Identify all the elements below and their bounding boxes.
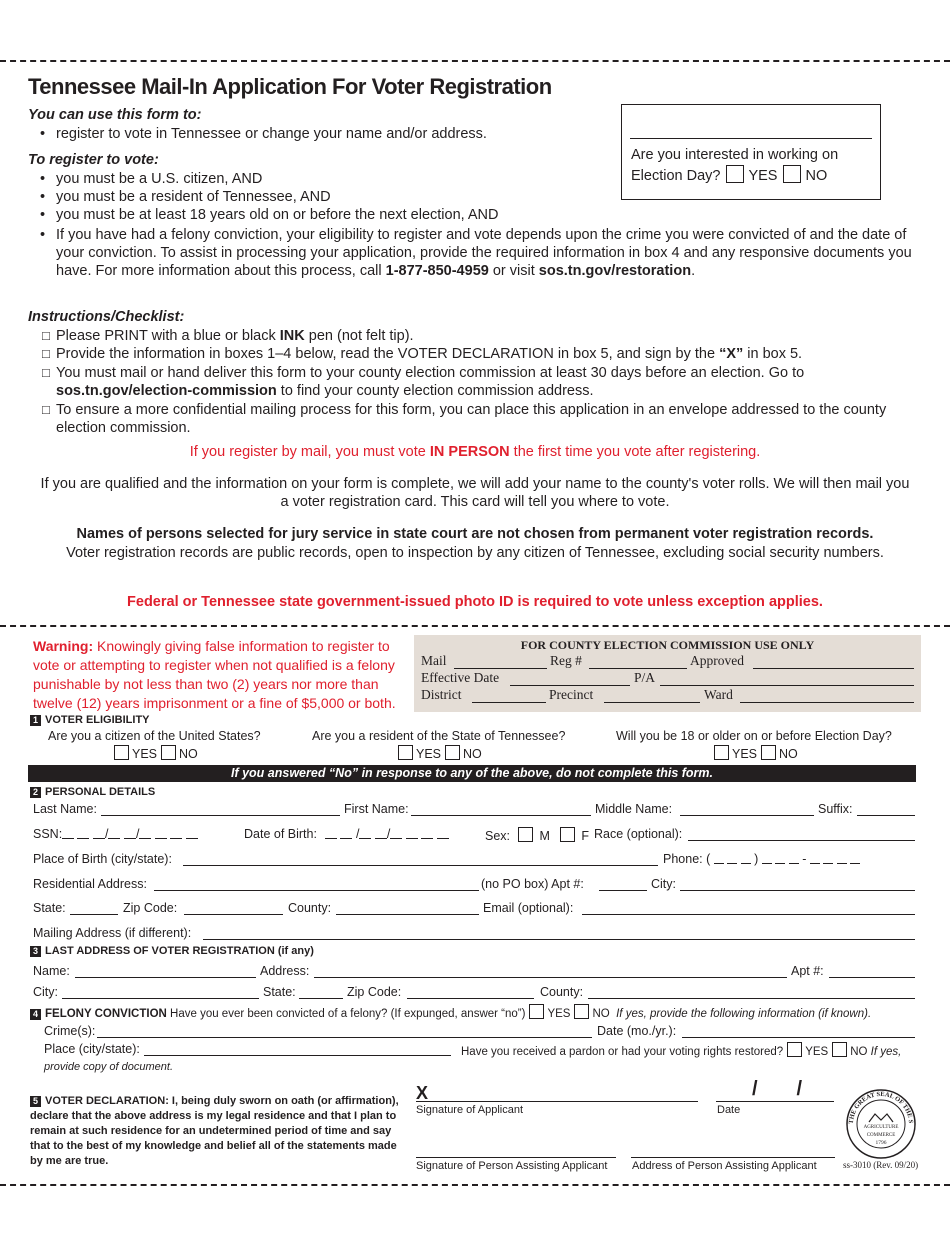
phone-label: Phone: bbox=[663, 852, 703, 866]
approved-field[interactable] bbox=[753, 668, 914, 669]
s3-state-field[interactable] bbox=[299, 998, 343, 999]
age-yes-checkbox[interactable] bbox=[714, 745, 729, 760]
middle-name-field[interactable] bbox=[680, 815, 814, 816]
resident-yes-checkbox[interactable] bbox=[398, 745, 413, 760]
section-3-heading: 3 LAST ADDRESS OF VOTER REGISTRATION (if any) bbox=[30, 945, 314, 957]
pardon-no-checkbox[interactable] bbox=[832, 1042, 847, 1057]
election-day-label: Election Day? bbox=[631, 168, 721, 184]
race-field[interactable] bbox=[688, 840, 915, 841]
sex-field-group: Sex: M F bbox=[485, 829, 590, 843]
section-5-number: 5 bbox=[30, 1096, 41, 1107]
section-4-number: 4 bbox=[30, 1009, 41, 1020]
s3-apt-label: Apt #: bbox=[791, 964, 824, 978]
felony-place-label: Place (city/state): bbox=[44, 1042, 140, 1056]
sex-label: Sex: bbox=[485, 829, 511, 843]
state-field[interactable] bbox=[70, 914, 118, 915]
use-form-heading: You can use this form to: bbox=[28, 107, 202, 123]
precinct-label: Precinct bbox=[549, 687, 594, 702]
approved-label: Approved bbox=[690, 653, 744, 668]
resident-question: Are you a resident of the State of Tennessee? bbox=[312, 729, 566, 743]
assisting-signature-label: Signature of Person Assisting Applicant bbox=[416, 1160, 608, 1172]
s3-zip-field[interactable] bbox=[407, 998, 534, 999]
provide-copy-note: provide copy of document. bbox=[44, 1061, 174, 1073]
s3-address-field[interactable] bbox=[314, 977, 787, 978]
suffix-label: Suffix: bbox=[818, 802, 853, 816]
s3-county-field[interactable] bbox=[588, 998, 915, 999]
crimes-label: Crime(s): bbox=[44, 1024, 96, 1038]
age-no-checkbox[interactable] bbox=[761, 745, 776, 760]
last-name-label: Last Name: bbox=[33, 802, 97, 816]
to-register-item-3: • you must be at least 18 years old on or before the next election, AND bbox=[40, 207, 499, 223]
pardon-yes-checkbox[interactable] bbox=[787, 1042, 802, 1057]
voter-declaration: 5 VOTER DECLARATION: I, being duly sworn on oath (or affirmation), declare that the above address is my legal residence and that I plan to remain at such residence for an undetermined period of time and say that to the best of my knowledge and belief all of the statements made by me are true. bbox=[30, 1095, 399, 1167]
date-slashes: / / bbox=[752, 1078, 803, 1100]
ssn-label: SSN: bbox=[33, 827, 63, 841]
zip-label: Zip Code: bbox=[123, 901, 178, 915]
warning-text: Warning: Knowingly giving false information to register to vote or attempting to register when not qualified is a felony punishable by not less than two (2) years nor more than twelve (12) years imprisonment or a fine of $5,000 or both. bbox=[33, 638, 396, 711]
date-label: Date bbox=[717, 1104, 741, 1116]
felony-date-label: Date (mo./yr.): bbox=[597, 1024, 677, 1038]
sex-m-checkbox[interactable] bbox=[518, 827, 533, 842]
instructions-heading: Instructions/Checklist: bbox=[28, 309, 185, 325]
svg-text:1796: 1796 bbox=[875, 1140, 887, 1146]
section-2-number: 2 bbox=[30, 787, 41, 798]
sex-f-checkbox[interactable] bbox=[560, 827, 575, 842]
felony-yes-checkbox[interactable] bbox=[529, 1004, 544, 1019]
svg-text:COMMERCE: COMMERCE bbox=[866, 1133, 896, 1138]
race-label: Race (optional): bbox=[594, 827, 683, 841]
in-person-notice: If you register by mail, you must vote IN PERSON the first time you vote after registering. bbox=[189, 444, 761, 460]
phone-group: Phone: ( ) - bbox=[663, 852, 860, 866]
applicant-date-field[interactable] bbox=[716, 1101, 834, 1102]
pardon-question: Have you received a pardon or had your voting rights restored? YES NO If yes, bbox=[461, 1042, 901, 1058]
zip-field[interactable] bbox=[184, 914, 283, 915]
section-2-heading: 2 PERSONAL DETAILS bbox=[30, 786, 155, 798]
election-commission-url[interactable]: sos.tn.gov/election-commission bbox=[56, 383, 277, 399]
ssn-field[interactable]: / / bbox=[62, 827, 198, 841]
s3-name-field[interactable] bbox=[75, 977, 256, 978]
svg-text:THE GREAT SEAL OF THE STATE OF: THE GREAT SEAL OF THE S bbox=[847, 1090, 915, 1125]
jury-text: Names of persons selected for jury service in state court are not chosen from permanent voter registration records. bbox=[76, 526, 874, 542]
assisting-address-field[interactable] bbox=[631, 1157, 835, 1158]
suffix-field[interactable] bbox=[857, 815, 915, 816]
apt-field[interactable] bbox=[599, 890, 647, 891]
dob-label: Date of Birth: bbox=[244, 827, 317, 841]
section-4-heading: 4 FELONY CONVICTION Have you ever been convicted of a felony? (If expunged, answer “no”) YES NO If yes, provide the following information (if known). bbox=[30, 1004, 871, 1020]
s3-city-field[interactable] bbox=[62, 998, 259, 999]
ward-label: Ward bbox=[704, 687, 733, 702]
restoration-phone: 1-877-850-4959 bbox=[385, 263, 489, 279]
s3-city-label: City: bbox=[33, 985, 58, 999]
assisting-address-label: Address of Person Assisting Applicant bbox=[632, 1160, 817, 1172]
s3-address-label: Address: bbox=[260, 964, 310, 978]
s3-state-label: State: bbox=[263, 985, 296, 999]
apt-label: (no PO box) Apt #: bbox=[481, 877, 584, 891]
state-seal-icon bbox=[845, 1088, 917, 1160]
age-answer: YES NO bbox=[710, 745, 798, 761]
precinct-field[interactable] bbox=[604, 702, 700, 703]
mailing-field[interactable] bbox=[203, 939, 915, 940]
email-label: Email (optional): bbox=[483, 901, 574, 915]
restoration-url[interactable]: sos.tn.gov/restoration bbox=[538, 263, 692, 279]
felony-no-checkbox[interactable] bbox=[574, 1004, 589, 1019]
felony-date-field[interactable] bbox=[682, 1037, 915, 1038]
first-name-field[interactable] bbox=[411, 815, 591, 816]
section-3-number: 3 bbox=[30, 946, 41, 957]
dob-field[interactable]: / / bbox=[325, 827, 449, 841]
svg-text:AGRICULTURE: AGRICULTURE bbox=[863, 1125, 899, 1130]
age-question: Will you be 18 or older on or before Election Day? bbox=[616, 729, 892, 743]
pa-field[interactable] bbox=[660, 685, 914, 686]
public-records-text: Voter registration records are public records, open to inspection by any citizen of Tennessee, excluding social security numbers. bbox=[66, 545, 884, 561]
citizen-no-checkbox[interactable] bbox=[161, 745, 176, 760]
resident-answer: YES NO bbox=[394, 745, 482, 761]
election-day-no-label: NO bbox=[805, 168, 828, 184]
district-label: District bbox=[421, 687, 462, 702]
cut-line-middle bbox=[0, 625, 950, 627]
to-register-item-2: • you must be a resident of Tennessee, AND bbox=[40, 189, 331, 205]
applicant-signature-field[interactable] bbox=[416, 1101, 698, 1102]
state-label: State: bbox=[33, 901, 66, 915]
city-label: City: bbox=[651, 877, 676, 891]
election-day-question-1: Are you interested in working on bbox=[631, 147, 839, 163]
election-day-yes-label: YES bbox=[748, 168, 778, 184]
pob-label: Place of Birth (city/state): bbox=[33, 852, 172, 866]
applicant-signature-label: Signature of Applicant bbox=[416, 1104, 524, 1116]
to-register-item-1: • you must be a U.S. citizen, AND bbox=[40, 171, 263, 187]
ward-field[interactable] bbox=[740, 702, 914, 703]
pa-label: P/A bbox=[634, 670, 656, 685]
s3-name-label: Name: bbox=[33, 964, 70, 978]
instruction-item-1: □ Please PRINT with a blue or black INK pen (not felt tip). bbox=[42, 328, 414, 344]
warning-label: Warning: bbox=[33, 638, 94, 654]
citizen-question: Are you a citizen of the United States? bbox=[48, 729, 261, 743]
s3-county-label: County: bbox=[540, 985, 584, 999]
county-label: County: bbox=[288, 901, 332, 915]
section-1-heading: 1 VOTER ELIGIBILITY bbox=[30, 714, 150, 726]
effective-date-field[interactable] bbox=[510, 685, 630, 686]
pob-field[interactable] bbox=[183, 865, 658, 866]
instruction-item-2: □ Provide the information in boxes 1–4 below, read the VOTER DECLARATION in box 5, and sign by the “X” in box 5. bbox=[42, 346, 803, 362]
county-field[interactable] bbox=[336, 914, 479, 915]
qualified-text: If you are qualified and the information on your form is complete, we will add your name to the county's voter rolls. We will then mail you a voter registration card. This card will tell you where to vote. bbox=[40, 476, 910, 510]
to-register-felony-item: • If you have had a felony conviction, your eligibility to register and vote depends upon the crime you were convicted of and the date of your conviction. To assist in processing your application, provide the required information in box 4 and any responsive documents you have. For more information about this process, call 1-877-850-4959 or visit sos.tn.gov/restoration. bbox=[40, 227, 912, 279]
city-field[interactable] bbox=[680, 890, 915, 891]
use-form-item: • register to vote in Tennessee or change your name and/or address. bbox=[40, 126, 487, 142]
assisting-signature-field[interactable] bbox=[416, 1157, 616, 1158]
crimes-field[interactable] bbox=[97, 1037, 592, 1038]
county-use-box bbox=[414, 635, 921, 712]
district-field[interactable] bbox=[472, 702, 546, 703]
first-name-label: First Name: bbox=[344, 802, 409, 816]
to-register-heading: To register to vote: bbox=[28, 152, 159, 168]
state-seal bbox=[845, 1088, 917, 1160]
election-day-name-line[interactable] bbox=[630, 138, 872, 139]
county-use-heading: FOR COUNTY ELECTION COMMISSION USE ONLY bbox=[520, 638, 815, 652]
citizen-answer: YES NO bbox=[110, 745, 198, 761]
email-field[interactable] bbox=[582, 914, 915, 915]
s3-apt-field[interactable] bbox=[829, 977, 915, 978]
s3-zip-label: Zip Code: bbox=[347, 985, 402, 999]
section-1-number: 1 bbox=[30, 715, 41, 726]
instruction-item-4: □ To ensure a more confidential mailing process for this form, you can place this application in an envelope addressed to the county election commission. bbox=[42, 402, 887, 436]
page-title: Tennessee Mail-In Application For Voter Registration bbox=[28, 74, 552, 99]
cut-line-bottom bbox=[0, 1184, 950, 1186]
signature-x-mark: X bbox=[416, 1083, 429, 1103]
res-addr-label: Residential Address: bbox=[33, 877, 147, 891]
photo-id-notice: Federal or Tennessee state government-issued photo ID is required to vote unless exception applies. bbox=[127, 594, 823, 610]
mailing-label: Mailing Address (if different): bbox=[33, 926, 192, 940]
cut-line-top bbox=[0, 60, 950, 62]
last-name-field[interactable] bbox=[101, 815, 340, 816]
res-addr-field[interactable] bbox=[154, 890, 479, 891]
reg-field[interactable] bbox=[589, 668, 687, 669]
mail-label: Mail bbox=[421, 653, 447, 668]
effective-date-label: Effective Date bbox=[421, 670, 500, 685]
instruction-item-3: □ You must mail or hand deliver this form to your county election commission at least 30 days before an election. Go to sos.tn.gov/election-commission to find your county election commission address. bbox=[42, 365, 805, 399]
eligibility-warning-bar: If you answered “No” in response to any of the above, do not complete this form. bbox=[28, 765, 916, 782]
felony-place-field[interactable] bbox=[144, 1055, 451, 1056]
form-code: ss-3010 (Rev. 09/20) bbox=[843, 1160, 919, 1170]
middle-name-label: Middle Name: bbox=[595, 802, 673, 816]
mail-field[interactable] bbox=[454, 668, 547, 669]
citizen-yes-checkbox[interactable] bbox=[114, 745, 129, 760]
resident-no-checkbox[interactable] bbox=[445, 745, 460, 760]
reg-label: Reg # bbox=[550, 653, 582, 668]
